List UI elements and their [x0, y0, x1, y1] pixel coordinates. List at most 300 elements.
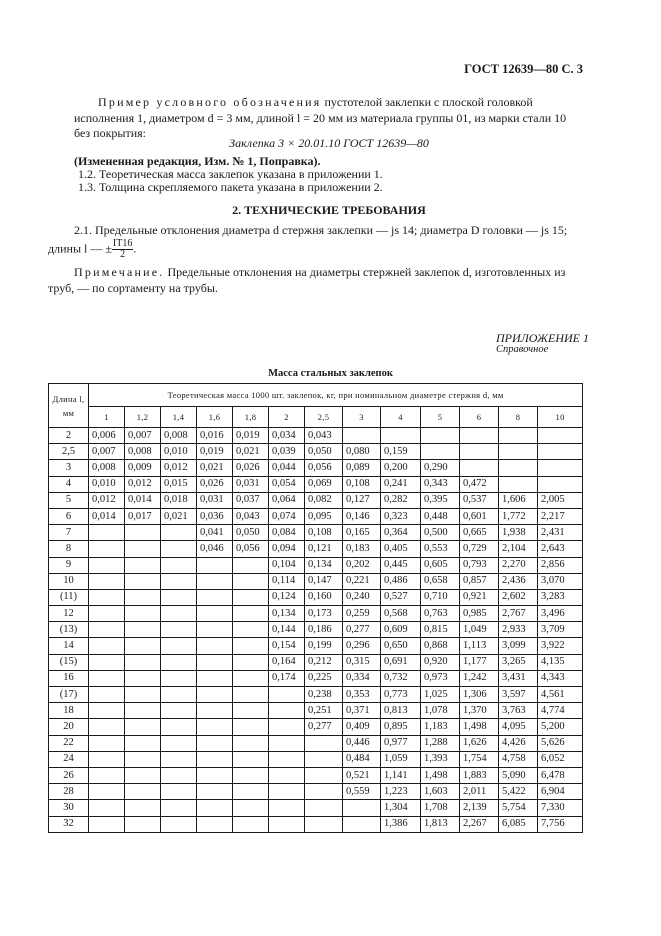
- mass-cell: [125, 816, 161, 832]
- table-row: [49, 638, 583, 654]
- mass-cell: 0,895: [381, 719, 421, 735]
- mass-cell: 0,813: [381, 703, 421, 719]
- length-cell: 3: [49, 460, 89, 476]
- mass-cell: [197, 767, 233, 783]
- length-cell: 9: [49, 557, 89, 573]
- diameter-header: 1,4: [161, 407, 197, 428]
- mass-cell: [381, 428, 421, 444]
- mass-cell: 7,330: [538, 800, 583, 816]
- mass-cell: [233, 816, 269, 832]
- mass-cell: [197, 735, 233, 751]
- mass-cell: [269, 719, 305, 735]
- mass-table: [48, 383, 583, 833]
- mass-cell: [269, 800, 305, 816]
- mass-cell: [233, 606, 269, 622]
- mass-cell: [89, 800, 125, 816]
- diameter-header-row: [49, 407, 583, 428]
- mass-cell: 1,813: [421, 816, 460, 832]
- mass-cell: 0,015: [161, 476, 197, 492]
- item-1-2: 1.2. Теоретическая масса заклепок указана в приложении 1.: [78, 167, 383, 181]
- length-cell: 7: [49, 525, 89, 541]
- mass-cell: [233, 589, 269, 605]
- mass-cell: [161, 606, 197, 622]
- table-row: [49, 622, 583, 638]
- table-row: [49, 557, 583, 573]
- mass-cell: [305, 751, 343, 767]
- mass-cell: [125, 784, 161, 800]
- mass-cell: 1,025: [421, 687, 460, 703]
- mass-cell: [125, 735, 161, 751]
- length-cell: 26: [49, 767, 89, 783]
- diameter-header: 5: [421, 407, 460, 428]
- length-cell: 2: [49, 428, 89, 444]
- mass-cell: 0,019: [197, 444, 233, 460]
- mass-cell: [89, 703, 125, 719]
- mass-cell: [89, 573, 125, 589]
- table-row: [49, 508, 583, 524]
- mass-cell: [421, 428, 460, 444]
- mass-cell: [197, 816, 233, 832]
- mass-cell: 4,343: [538, 670, 583, 686]
- example-lead: Пример условного обозначения: [98, 95, 322, 109]
- mass-cell: [89, 557, 125, 573]
- mass-cell: 0,225: [305, 670, 343, 686]
- mass-cell: 0,069: [305, 476, 343, 492]
- mass-cell: 1,883: [460, 767, 499, 783]
- note-text: Предельные отклонения на диаметры стержней заклепок d, изготовленных из труб, — по сортаменту на трубы.: [48, 265, 566, 295]
- mass-cell: 0,016: [197, 428, 233, 444]
- fraction-denominator: 2: [120, 248, 126, 260]
- mass-cell: [89, 816, 125, 832]
- mass-cell: [343, 800, 381, 816]
- mass-cell: [125, 557, 161, 573]
- mass-cell: 3,099: [499, 638, 538, 654]
- mass-cell: 0,026: [233, 460, 269, 476]
- length-cell: 30: [49, 800, 89, 816]
- mass-cell: 6,478: [538, 767, 583, 783]
- mass-cell: [269, 703, 305, 719]
- mass-cell: 1,938: [499, 525, 538, 541]
- mass-cell: 0,200: [381, 460, 421, 476]
- mass-cell: [499, 444, 538, 460]
- diameter-header: 10: [538, 407, 583, 428]
- mass-cell: 3,496: [538, 606, 583, 622]
- mass-cell: 1,386: [381, 816, 421, 832]
- mass-cell: [125, 800, 161, 816]
- mass-cell: 1,049: [460, 622, 499, 638]
- diameter-header: 8: [499, 407, 538, 428]
- length-cell: 8: [49, 541, 89, 557]
- mass-cell: [197, 638, 233, 654]
- mass-cell: [305, 800, 343, 816]
- mass-cell: 0,043: [233, 508, 269, 524]
- mass-cell: 0,793: [460, 557, 499, 573]
- mass-cell: [125, 703, 161, 719]
- mass-cell: 0,056: [305, 460, 343, 476]
- mass-cell: 1,177: [460, 654, 499, 670]
- mass-cell: 0,446: [343, 735, 381, 751]
- item-1-3: 1.3. Толщина скрепляемого пакета указана в приложении 2.: [78, 180, 383, 194]
- mass-cell: [89, 751, 125, 767]
- example-text: пустотелой заклепки с плоской головкой исполнения 1, диаметром d = 3 мм, длиной l = 20 мм из материала группы 01, из марки стали 10 без покрытия:: [74, 95, 567, 140]
- requirement-text-b: длины l — ±: [48, 240, 112, 255]
- length-cell: 5: [49, 492, 89, 508]
- length-cell: (15): [49, 654, 89, 670]
- mass-cell: 0,920: [421, 654, 460, 670]
- mass-cell: [161, 525, 197, 541]
- mass-cell: 1,304: [381, 800, 421, 816]
- mass-cell: 4,774: [538, 703, 583, 719]
- mass-cell: 0,282: [381, 492, 421, 508]
- mass-cell: 0,202: [343, 557, 381, 573]
- mass-cell: 0,857: [460, 573, 499, 589]
- mass-cell: 0,012: [161, 460, 197, 476]
- mass-cell: 0,041: [197, 525, 233, 541]
- mass-cell: 2,436: [499, 573, 538, 589]
- mass-cell: [161, 573, 197, 589]
- mass-cell: 2,602: [499, 589, 538, 605]
- mass-cell: [161, 638, 197, 654]
- mass-cell: 0,537: [460, 492, 499, 508]
- mass-cell: 0,064: [269, 492, 305, 508]
- mass-cell: 0,008: [89, 460, 125, 476]
- mass-cell: [538, 444, 583, 460]
- diameter-header: 6: [460, 407, 499, 428]
- mass-cell: [89, 606, 125, 622]
- mass-cell: [125, 525, 161, 541]
- mass-cell: [499, 428, 538, 444]
- mass-cell: [125, 670, 161, 686]
- mass-cell: [197, 589, 233, 605]
- length-cell: (11): [49, 589, 89, 605]
- mass-cell: 0,323: [381, 508, 421, 524]
- table-row: [49, 719, 583, 735]
- mass-cell: 2,933: [499, 622, 538, 638]
- mass-cell: 0,691: [381, 654, 421, 670]
- mass-cell: 0,108: [343, 476, 381, 492]
- mass-cell: 0,973: [421, 670, 460, 686]
- mass-cell: 0,019: [233, 428, 269, 444]
- mass-cell: 0,815: [421, 622, 460, 638]
- requirement-text-c: .: [133, 240, 137, 255]
- mass-cell: 2,011: [460, 784, 499, 800]
- mass-cell: [161, 541, 197, 557]
- table-row: [49, 492, 583, 508]
- mass-cell: 0,121: [305, 541, 343, 557]
- mass-cell: [89, 654, 125, 670]
- mass-cell: 0,445: [381, 557, 421, 573]
- mass-cell: 3,070: [538, 573, 583, 589]
- mass-cell: 2,270: [499, 557, 538, 573]
- mass-cell: 0,007: [125, 428, 161, 444]
- requirement-text-a: 2.1. Предельные отклонения диаметра d стержня заклепки — js 14; диаметра D головки — js 15;: [74, 223, 568, 237]
- mass-cell: [233, 751, 269, 767]
- mass-cell: 0,484: [343, 751, 381, 767]
- mass-cell: 0,277: [343, 622, 381, 638]
- mass-cell: 0,012: [89, 492, 125, 508]
- length-cell: 32: [49, 816, 89, 832]
- mass-cell: 1,059: [381, 751, 421, 767]
- example-designation: Заклепка 3 × 20.01.10 ГОСТ 12639—80: [229, 136, 429, 150]
- mass-cell: [161, 703, 197, 719]
- mass-cell: [538, 476, 583, 492]
- mass-cell: [233, 687, 269, 703]
- mass-cell: [161, 816, 197, 832]
- diameter-header: 3: [343, 407, 381, 428]
- mass-cell: 0,710: [421, 589, 460, 605]
- length-cell: 20: [49, 719, 89, 735]
- mass-cell: 0,921: [460, 589, 499, 605]
- table-row: [49, 589, 583, 605]
- length-cell: (13): [49, 622, 89, 638]
- length-cell: 24: [49, 751, 89, 767]
- diameter-header: 1: [89, 407, 125, 428]
- mass-cell: [161, 784, 197, 800]
- mass-cell: 1,223: [381, 784, 421, 800]
- mass-cell: 6,052: [538, 751, 583, 767]
- mass-cell: [233, 784, 269, 800]
- appendix-title: ПРИЛОЖЕНИЕ 1: [496, 331, 589, 345]
- mass-cell: 1,498: [421, 767, 460, 783]
- mass-cell: 0,868: [421, 638, 460, 654]
- length-cell: 4: [49, 476, 89, 492]
- mass-cell: [197, 703, 233, 719]
- mass-cell: 0,014: [89, 508, 125, 524]
- mass-cell: 4,758: [499, 751, 538, 767]
- mass-cell: 0,500: [421, 525, 460, 541]
- requirement-paragraph: [48, 223, 588, 260]
- length-cell: 12: [49, 606, 89, 622]
- mass-cell: 3,283: [538, 589, 583, 605]
- table-title: Масса стальных заклепок: [268, 368, 393, 379]
- diameter-header: 4: [381, 407, 421, 428]
- mass-cell: 0,405: [381, 541, 421, 557]
- mass-cell: [125, 589, 161, 605]
- mass-cell: [269, 735, 305, 751]
- diameter-header: 2: [269, 407, 305, 428]
- mass-cell: [125, 573, 161, 589]
- mass-cell: [197, 622, 233, 638]
- table-row: [49, 800, 583, 816]
- mass-cell: [161, 557, 197, 573]
- mass-cell: 0,084: [269, 525, 305, 541]
- mass-cell: 1,498: [460, 719, 499, 735]
- mass-cell: 0,080: [343, 444, 381, 460]
- mass-cell: [89, 525, 125, 541]
- mass-cell: 0,007: [89, 444, 125, 460]
- mass-cell: [197, 687, 233, 703]
- mass-cell: 0,732: [381, 670, 421, 686]
- mass-cell: 1,393: [421, 751, 460, 767]
- mass-cell: 0,199: [305, 638, 343, 654]
- mass-cell: 0,037: [233, 492, 269, 508]
- length-cell: 22: [49, 735, 89, 751]
- mass-cell: 0,658: [421, 573, 460, 589]
- mass-cell: [460, 428, 499, 444]
- mass-cell: [538, 460, 583, 476]
- length-cell: 10: [49, 573, 89, 589]
- mass-cell: 0,296: [343, 638, 381, 654]
- mass-cell: 0,012: [125, 476, 161, 492]
- mass-cell: 0,089: [343, 460, 381, 476]
- mass-cell: 0,021: [233, 444, 269, 460]
- mass-cell: 6,904: [538, 784, 583, 800]
- mass-cell: 2,856: [538, 557, 583, 573]
- length-cell: 14: [49, 638, 89, 654]
- mass-cell: [233, 622, 269, 638]
- mass-cell: [197, 557, 233, 573]
- mass-cell: [197, 573, 233, 589]
- length-cell: (17): [49, 687, 89, 703]
- mass-cell: 1,606: [499, 492, 538, 508]
- mass-cell: [161, 735, 197, 751]
- mass-cell: 0,018: [161, 492, 197, 508]
- mass-cell: 0,043: [305, 428, 343, 444]
- mass-cell: 0,044: [269, 460, 305, 476]
- mass-cell: [421, 444, 460, 460]
- mass-cell: 0,050: [233, 525, 269, 541]
- mass-cell: [161, 622, 197, 638]
- mass-cell: [89, 784, 125, 800]
- mass-cell: [269, 784, 305, 800]
- table-row: [49, 573, 583, 589]
- mass-cell: 1,626: [460, 735, 499, 751]
- table-row: [49, 703, 583, 719]
- mass-cell: [233, 719, 269, 735]
- mass-cell: [125, 751, 161, 767]
- mass-cell: 0,212: [305, 654, 343, 670]
- mass-cell: 0,108: [305, 525, 343, 541]
- mass-cell: [305, 767, 343, 783]
- mass-cell: 0,221: [343, 573, 381, 589]
- mass-cell: 1,242: [460, 670, 499, 686]
- mass-cell: 0,240: [343, 589, 381, 605]
- mass-cell: [161, 751, 197, 767]
- mass-cell: 0,553: [421, 541, 460, 557]
- table-row: [49, 670, 583, 686]
- mass-cell: 0,277: [305, 719, 343, 735]
- mass-cell: 0,601: [460, 508, 499, 524]
- page-header: ГОСТ 12639—80 С. 3: [464, 62, 583, 76]
- mass-cell: 0,183: [343, 541, 381, 557]
- mass-cell: 0,763: [421, 606, 460, 622]
- length-cell: 18: [49, 703, 89, 719]
- mass-cell: 0,031: [197, 492, 233, 508]
- length-header: Длина l, мм: [49, 384, 89, 428]
- mass-cell: 0,729: [460, 541, 499, 557]
- mass-cell: [161, 687, 197, 703]
- mass-cell: 4,095: [499, 719, 538, 735]
- fraction-numerator: IT16: [112, 237, 133, 249]
- diameter-header: 1,6: [197, 407, 233, 428]
- mass-cell: 1,708: [421, 800, 460, 816]
- mass-cell: [197, 606, 233, 622]
- mass-cell: 0,160: [305, 589, 343, 605]
- mass-cell: 3,922: [538, 638, 583, 654]
- mass-cell: 0,134: [269, 606, 305, 622]
- mass-cell: 0,605: [421, 557, 460, 573]
- mass-cell: 5,754: [499, 800, 538, 816]
- mass-cell: 0,290: [421, 460, 460, 476]
- table-row: [49, 654, 583, 670]
- mass-cell: 0,353: [343, 687, 381, 703]
- mass-cell: 0,017: [125, 508, 161, 524]
- mass-cell: 0,371: [343, 703, 381, 719]
- mass-cell: [233, 735, 269, 751]
- mass-cell: [89, 670, 125, 686]
- mass-cell: [197, 719, 233, 735]
- mass-cell: [269, 816, 305, 832]
- mass-cell: [125, 622, 161, 638]
- mass-cell: 0,315: [343, 654, 381, 670]
- section-title: 2. ТЕХНИЧЕСКИЕ ТРЕБОВАНИЯ: [232, 203, 426, 217]
- mass-cell: 0,010: [89, 476, 125, 492]
- mass-cell: 0,074: [269, 508, 305, 524]
- mass-cell: 1,141: [381, 767, 421, 783]
- mass-cell: [89, 589, 125, 605]
- mass-cell: 0,014: [125, 492, 161, 508]
- mass-cell: 6,085: [499, 816, 538, 832]
- mass-cell: 0,527: [381, 589, 421, 605]
- mass-cell: 0,259: [343, 606, 381, 622]
- mass-cell: [89, 687, 125, 703]
- mass-cell: [89, 767, 125, 783]
- mass-cell: 0,056: [233, 541, 269, 557]
- mass-cell: [125, 606, 161, 622]
- tolerance-fraction: [112, 239, 133, 260]
- mass-cell: 2,767: [499, 606, 538, 622]
- diameter-header: 2,5: [305, 407, 343, 428]
- mass-cell: 0,472: [460, 476, 499, 492]
- mass-cell: 0,173: [305, 606, 343, 622]
- mass-cell: [197, 800, 233, 816]
- mass-cell: 0,164: [269, 654, 305, 670]
- mass-cell: 0,159: [381, 444, 421, 460]
- example-paragraph: [74, 95, 584, 142]
- mass-cell: [269, 767, 305, 783]
- mass-cell: 2,431: [538, 525, 583, 541]
- changes-note: (Измененная редакция, Изм. № 1, Поправка).: [74, 154, 321, 168]
- mass-cell: 0,021: [197, 460, 233, 476]
- mass-cell: 0,395: [421, 492, 460, 508]
- table-row: [49, 525, 583, 541]
- note-lead: Примечание.: [74, 265, 165, 279]
- mass-cell: 0,127: [343, 492, 381, 508]
- mass-cell: 2,005: [538, 492, 583, 508]
- mass-cell: 0,174: [269, 670, 305, 686]
- mass-cell: [161, 670, 197, 686]
- mass-cell: 3,597: [499, 687, 538, 703]
- mass-cell: 1,754: [460, 751, 499, 767]
- mass-cell: 0,050: [305, 444, 343, 460]
- mass-cell: [125, 541, 161, 557]
- mass-cell: 0,334: [343, 670, 381, 686]
- mass-cell: [125, 767, 161, 783]
- mass-cell: [343, 816, 381, 832]
- mass-cell: 0,147: [305, 573, 343, 589]
- table-row: [49, 606, 583, 622]
- table-row: [49, 460, 583, 476]
- mass-cell: 2,104: [499, 541, 538, 557]
- mass-cell: 0,977: [381, 735, 421, 751]
- table-row: [49, 784, 583, 800]
- mass-cell: 0,251: [305, 703, 343, 719]
- mass-cell: 0,409: [343, 719, 381, 735]
- mass-cell: [89, 735, 125, 751]
- mass-cell: 0,046: [197, 541, 233, 557]
- mass-cell: 0,186: [305, 622, 343, 638]
- mass-cell: 0,521: [343, 767, 381, 783]
